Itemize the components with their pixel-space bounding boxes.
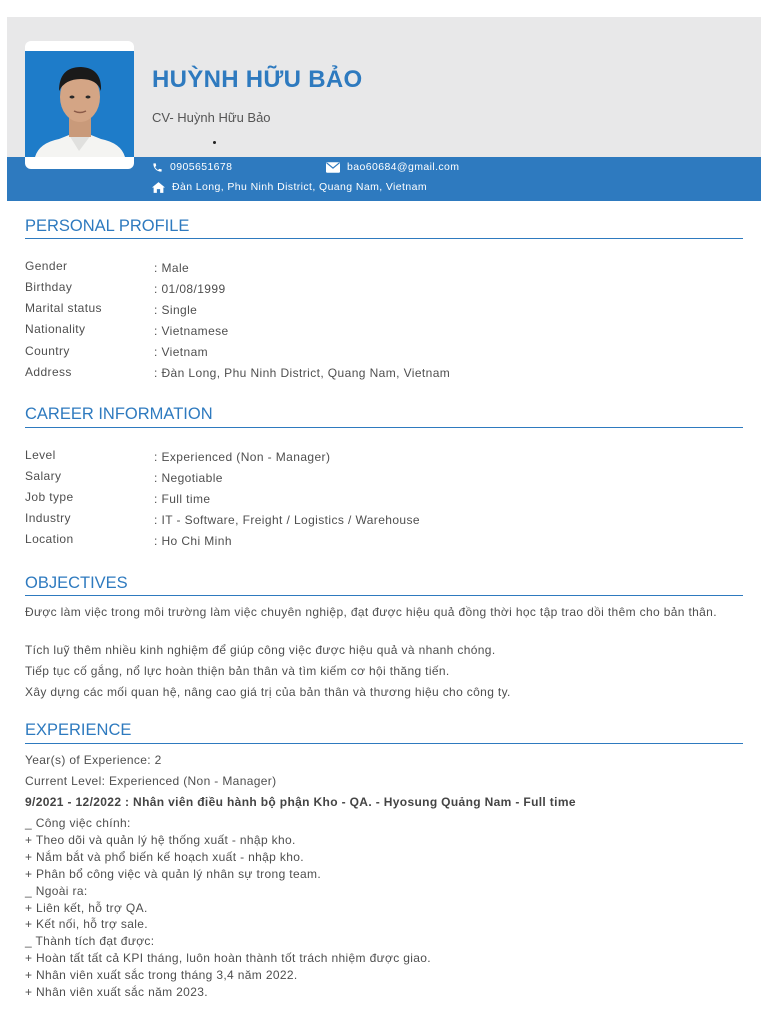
industry-value: : IT - Software, Freight / Logistics / Warehouse bbox=[154, 513, 420, 527]
home-icon bbox=[152, 182, 165, 193]
salary-label: Salary bbox=[25, 469, 62, 483]
address-contact bbox=[152, 181, 427, 193]
objective-item: Xây dựng các mối quan hệ, nâng cao giá trị của bản thân và thương hiệu cho công ty. bbox=[25, 685, 511, 699]
industry-label: Industry bbox=[25, 511, 71, 525]
experience-detail: + Liên kết, hỗ trợ QA. bbox=[25, 901, 148, 915]
country-label: Country bbox=[25, 344, 70, 358]
address-label: Address bbox=[25, 365, 72, 379]
birthday-label: Birthday bbox=[25, 280, 73, 294]
bullet-dot bbox=[213, 141, 216, 144]
job-type-value: : Full time bbox=[154, 492, 211, 506]
experience-detail: + Nhân viên xuất sắc trong tháng 3,4 năm 2022. bbox=[25, 968, 298, 982]
job-heading: 9/2021 - 12/2022 : Nhân viên điều hành bộ phận Kho - QA. - Hyosung Quảng Nam - Full time bbox=[25, 795, 576, 809]
avatar bbox=[25, 41, 134, 169]
section-divider bbox=[25, 595, 743, 596]
envelope-icon bbox=[326, 162, 340, 173]
experience-detail: + Nắm bắt và phổ biến kế hoạch xuất - nhập kho. bbox=[25, 850, 304, 864]
section-divider bbox=[25, 238, 743, 239]
phone-contact bbox=[152, 161, 232, 173]
experience-detail: + Nhân viên xuất sắc năm 2023. bbox=[25, 985, 208, 999]
level-label: Level bbox=[25, 448, 56, 462]
experience-title: EXPERIENCE bbox=[25, 721, 132, 739]
objectives-title: OBJECTIVES bbox=[25, 574, 128, 592]
marital-status-value: : Single bbox=[154, 303, 198, 317]
experience-detail: + Theo dõi và quản lý hệ thống xuất - nhập kho. bbox=[25, 833, 296, 847]
location-label: Location bbox=[25, 532, 74, 546]
experience-detail: + Phân bổ công việc và quản lý nhân sự trong team. bbox=[25, 867, 322, 881]
objective-item: Tiếp tục cố gắng, nổ lực hoàn thiện bản thân và tìm kiếm cơ hội thăng tiến. bbox=[25, 664, 450, 678]
years-of-experience: Year(s) of Experience: 2 bbox=[25, 753, 162, 767]
objective-item: Tích luỹ thêm nhiều kinh nghiệm để giúp công việc được hiệu quả và nhanh chóng. bbox=[25, 643, 496, 657]
nationality-value: : Vietnamese bbox=[154, 324, 229, 338]
nationality-label: Nationality bbox=[25, 322, 86, 336]
home-address: Đàn Long, Phu Ninh District, Quang Nam, Vietnam bbox=[172, 181, 427, 193]
marital-status-label: Marital status bbox=[25, 301, 102, 315]
salary-value: : Negotiable bbox=[154, 471, 223, 485]
section-divider bbox=[25, 743, 743, 744]
experience-detail: _ Công việc chính: bbox=[25, 816, 131, 830]
career-information-title: CAREER INFORMATION bbox=[25, 405, 213, 423]
cv-subtitle: CV- Huỳnh Hữu Bảo bbox=[152, 110, 271, 125]
country-value: : Vietnam bbox=[154, 345, 209, 359]
experience-detail: + Hoàn tất tất cả KPI tháng, luôn hoàn thành tốt trách nhiệm được giao. bbox=[25, 951, 431, 965]
gender-label: Gender bbox=[25, 259, 68, 273]
candidate-name: HUỲNH HỮU BẢO bbox=[152, 66, 363, 93]
personal-profile-title: PERSONAL PROFILE bbox=[25, 217, 190, 235]
phone-icon bbox=[152, 162, 163, 173]
address-value: : Đàn Long, Phu Ninh District, Quang Nam, Vietnam bbox=[154, 366, 451, 380]
phone-number: 0905651678 bbox=[170, 161, 233, 173]
birthday-value: : 01/08/1999 bbox=[154, 282, 226, 296]
gender-value: : Male bbox=[154, 261, 190, 275]
email-address: bao60684@gmail.com bbox=[347, 161, 460, 173]
section-divider bbox=[25, 427, 743, 428]
objective-item: Được làm việc trong môi trường làm việc chuyên nghiệp, đạt được hiệu quả đồng thời học tập trao dồi thêm cho bản thân. bbox=[25, 605, 717, 619]
level-value: : Experienced (Non - Manager) bbox=[154, 450, 331, 464]
experience-detail: _ Thành tích đạt được: bbox=[25, 934, 155, 948]
location-value: : Ho Chi Minh bbox=[154, 534, 232, 548]
current-level: Current Level: Experienced (Non - Manager) bbox=[25, 774, 277, 788]
email-contact bbox=[326, 161, 459, 173]
experience-detail: _ Ngoài ra: bbox=[25, 884, 88, 898]
job-type-label: Job type bbox=[25, 490, 74, 504]
experience-detail: + Kết nối, hỗ trợ sale. bbox=[25, 917, 148, 931]
profile-photo bbox=[25, 51, 134, 157]
